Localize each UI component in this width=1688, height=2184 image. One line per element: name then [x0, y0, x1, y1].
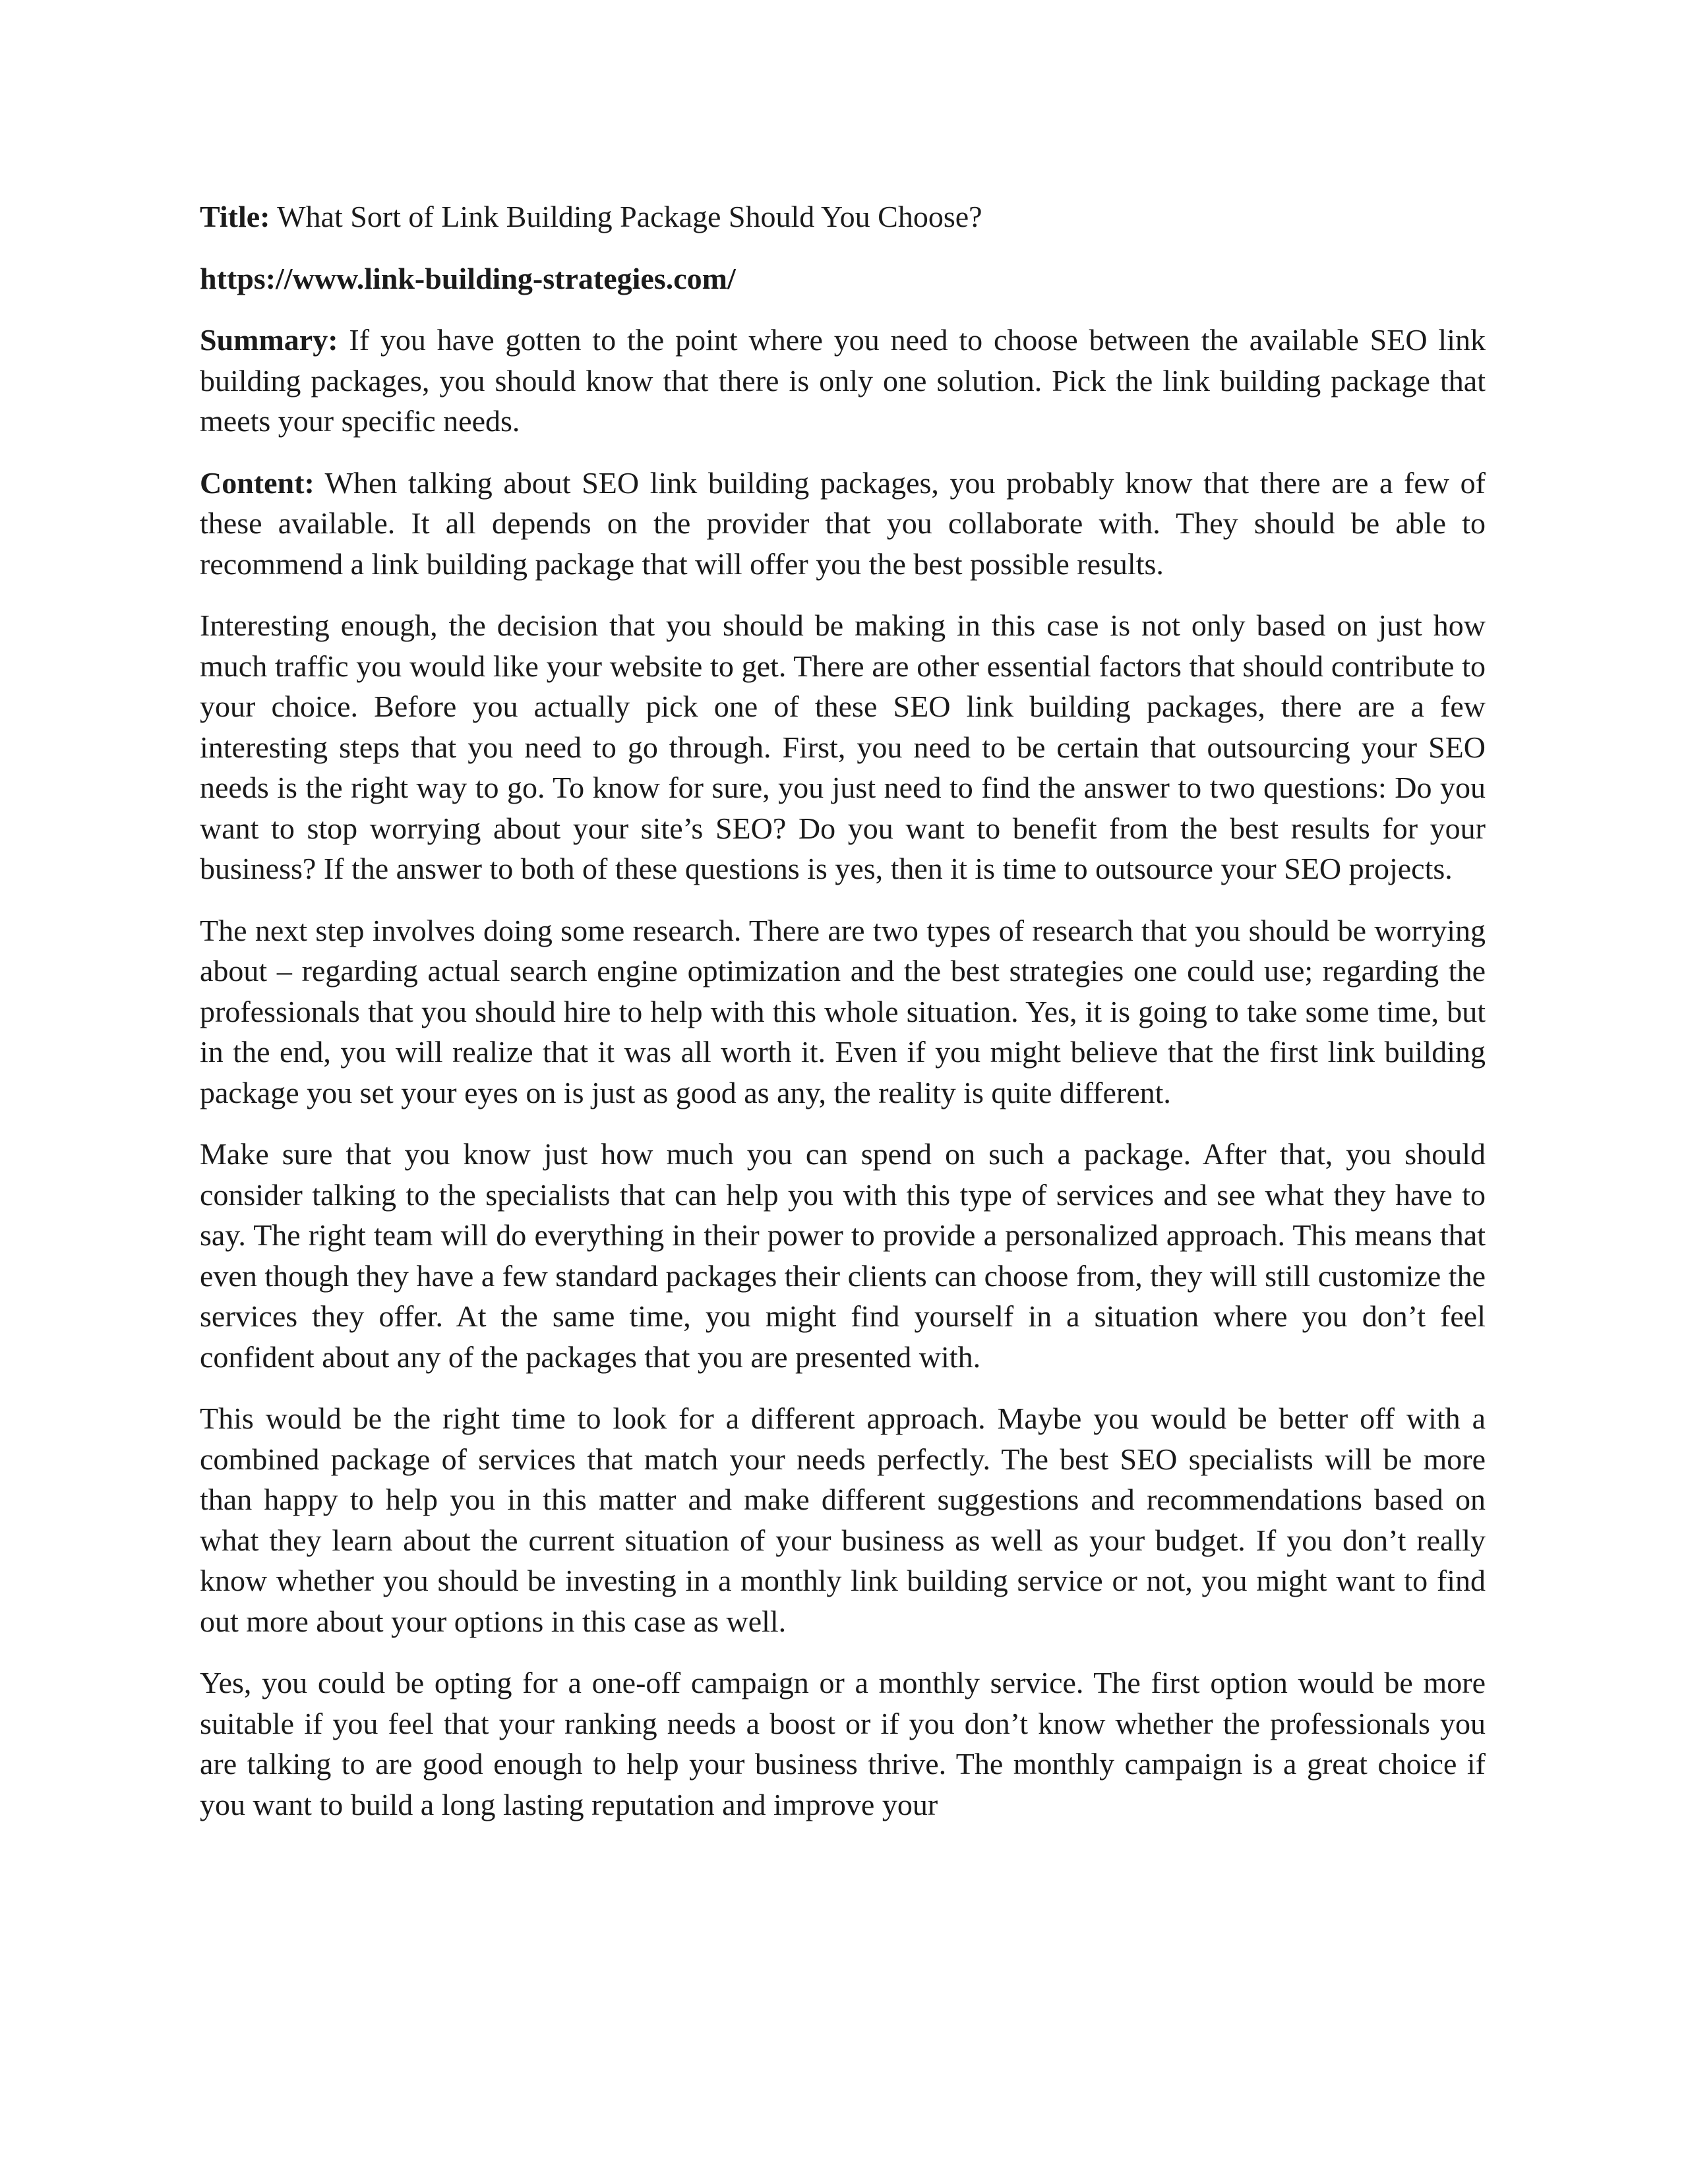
body-paragraph-2: The next step involves doing some research. There are two types of research that you should be worrying about – regarding actual search engine optimization and the best strategies one could use; regarding the professionals that you should hire to help with this whole situation. Yes, it is going to take some time, but in the end, you will realize that it was all worth it. Even if you might believe that the first link building package you set your eyes on is just as good as any, the reality is quite different. [200, 913, 1486, 1109]
content-paragraph [200, 463, 1486, 585]
document-page [200, 196, 1486, 1846]
title-label: Title: [200, 200, 270, 233]
content-label: Content: [200, 465, 315, 500]
body-paragraph-5: Yes, you could be opting for a one-off campaign or a monthly service. The first option would be more suitable if you feel that your ranking needs a boost or if you don’t know whether the professionals you are talking to are good enough to help your business thrive. The monthly campaign is a great choice if you want to build a long lasting reputation and improve your [200, 1666, 1486, 1821]
title-line [200, 196, 1486, 237]
body-paragraph-4: This would be the right time to look for a different approach. Maybe you would be better off with a combined package of services that match your needs perfectly. The best SEO specialists will be more than happy to help you in this matter and make different suggestions and recommendations based on what they learn about the current situation of your business as well as your budget. If you don’t really know whether you should be investing in a monthly link building service or not, you might want to find out more about your options in this case as well. [200, 1402, 1486, 1638]
summary-text: If you have gotten to the point where you need to choose between the available SEO link building packages, you should know that there is only one solution. Pick the link building package that meets your specific needs. [200, 323, 1486, 438]
title-text: What Sort of Link Building Package Should You Choose? [270, 200, 982, 233]
content-text: When talking about SEO link building packages, you probably know that there are a few of these available. It all depends on the provider that you collaborate with. They should be able to recommend a link building package that will offer you the best possible results. [200, 465, 1486, 581]
body-paragraph-1: Interesting enough, the decision that you should be making in this case is not only based on just how much traffic you would like your website to get. There are other essential factors that should contribute to your choice. Before you actually pick one of these SEO link building packages, there are a few interesting steps that you need to go through. First, you need to be certain that outsourcing your SEO needs is the right way to go. To know for sure, you just need to find the answer to two questions: Do you want to stop worrying about your site’s SEO? Do you want to benefit from the best results for your business? If the answer to both of these questions is yes, then it is time to outsource your SEO projects. [200, 608, 1486, 885]
source-url: https://www.link-building-strategies.com/ [200, 261, 736, 295]
body-paragraph-3: Make sure that you know just how much you can spend on such a package. After that, you should consider talking to the specialists that can help you with this type of services and see what they have to say. The right team will do everything in their power to provide a personalized approach. This means that even though they have a few standard packages their clients can choose from, they will still customize the services they offer. At the same time, you might find yourself in a situation where you don’t feel confident about any of the packages that you are presented with. [200, 1137, 1486, 1374]
summary-label: Summary: [200, 323, 338, 357]
summary-paragraph [200, 320, 1486, 442]
